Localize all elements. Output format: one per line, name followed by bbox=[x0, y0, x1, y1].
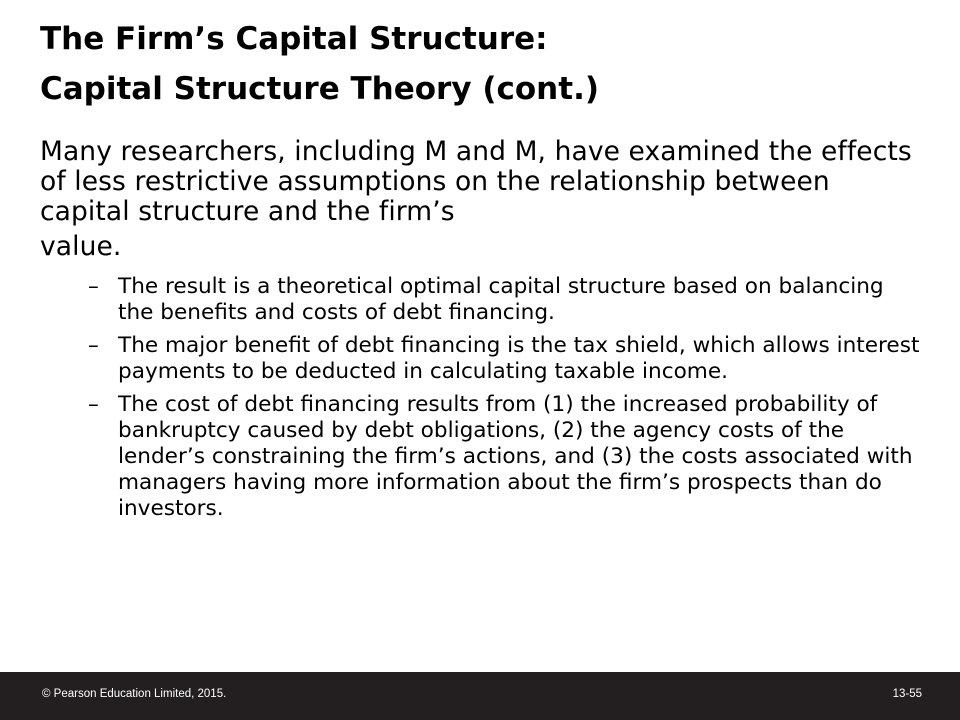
lead-paragraph-end: value. bbox=[40, 231, 122, 262]
dash-bullet-marker: – bbox=[88, 274, 99, 299]
slide-title-line-1: The Firm’s Capital Structure: bbox=[40, 21, 548, 57]
page-number: 13-55 bbox=[892, 688, 922, 700]
lead-paragraph-text: Many researchers, including M and M, have examined the effects of less restrictive assumptions on the relationship between capital structure and the firm’s bbox=[40, 136, 912, 227]
dash-bullet-marker: – bbox=[88, 333, 99, 358]
sub-bullet-item bbox=[40, 333, 925, 385]
footer-bar bbox=[0, 672, 960, 720]
sub-bullet-item bbox=[40, 274, 925, 326]
sub-bullet-item bbox=[40, 392, 925, 522]
copyright-text: © Pearson Education Limited, 2015. bbox=[42, 688, 227, 700]
slide-body bbox=[40, 137, 925, 529]
sub-bullet-text: The major benefit of debt financing is the tax shield, which allows interest payments to be deducted in calculating taxable income. bbox=[118, 333, 920, 384]
dash-bullet-marker: – bbox=[88, 392, 99, 417]
slide-title bbox=[40, 14, 920, 114]
sub-bullet-list bbox=[40, 274, 925, 522]
sub-bullet-text: The result is a theoretical optimal capital structure based on balancing the benefits and costs of debt financing. bbox=[118, 274, 884, 325]
sub-bullet-text: The cost of debt financing results from (1) the increased probability of bankruptcy caused by debt obligations, (2) the agency costs of the lender’s constraining the firm’s actions, and (3) the costs associated with managers having more information about the firm’s prospects than do investors. bbox=[118, 392, 913, 521]
slide-title-line-2: Capital Structure Theory (cont.) bbox=[40, 71, 600, 107]
lead-paragraph bbox=[40, 137, 925, 262]
